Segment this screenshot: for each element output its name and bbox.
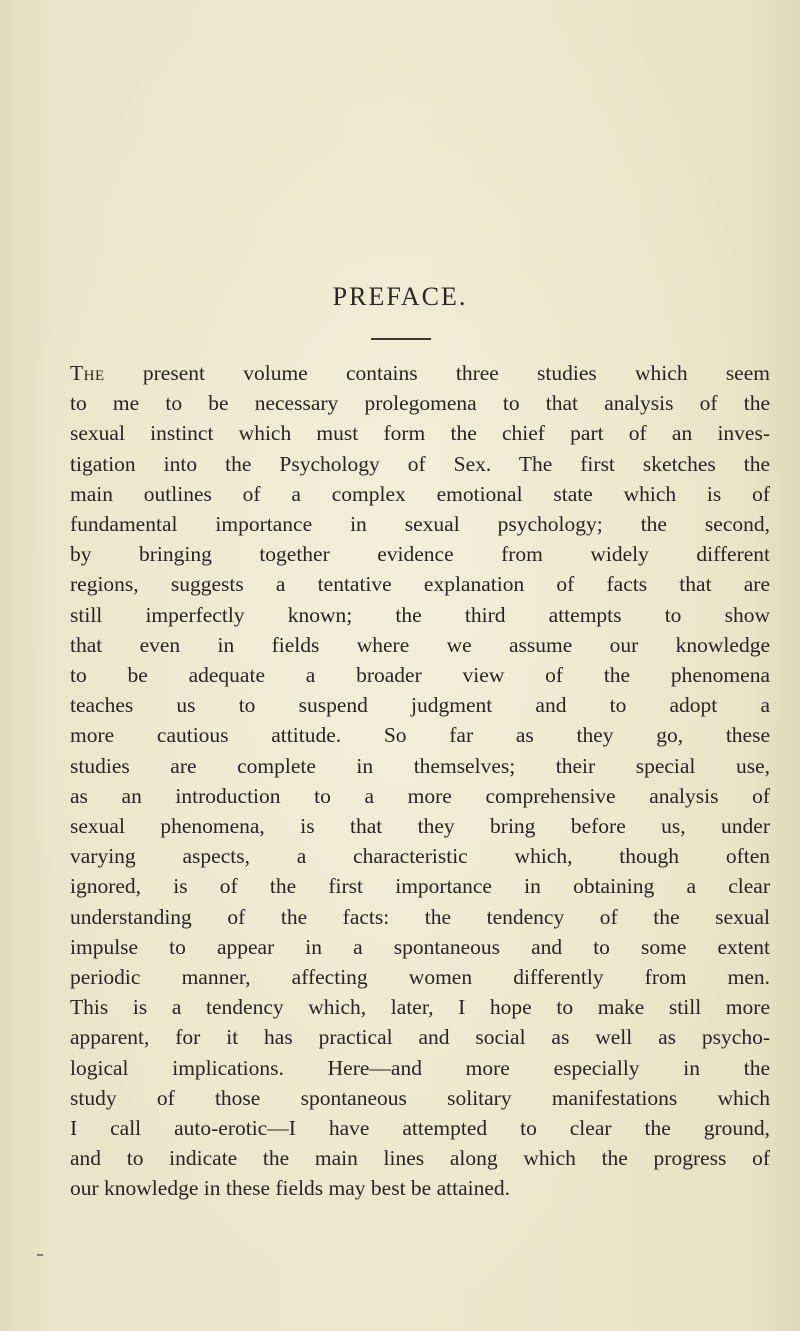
heading-rule: [371, 338, 431, 340]
text-line-21: periodic manner, affecting women differently from men.: [70, 965, 770, 990]
text-line-16: sexual phenomena, is that they bring before us, under: [70, 814, 770, 839]
text-line-10: that even in fields where we assume our knowledge: [70, 632, 770, 657]
text-line-2: to me to be necessary prolegomena to that analysis of the: [70, 391, 770, 416]
text-line-24: logical implications. Here—and more especially in the: [70, 1055, 770, 1080]
text-line-18: ignored, is of the first importance in obtaining a clear: [70, 874, 770, 899]
text-line-22: This is a tendency which, later, I hope to make still more: [70, 995, 770, 1020]
preface-paragraph: [70, 358, 770, 1204]
text-line-19: understanding of the facts: the tendency of the sexual: [70, 904, 770, 929]
text-line-20: impulse to appear in a spontaneous and to some extent: [70, 934, 770, 959]
text-line-28: our knowledge in these fields may best be attained.: [70, 1176, 511, 1201]
text-line-1: The present volume contains three studies which seem: [70, 361, 770, 385]
text-line-17: varying aspects, a characteristic which, though often: [70, 844, 770, 869]
text-line-4: tigation into the Psychology of Sex. The first sketches the: [70, 451, 770, 476]
text-line-23: apparent, for it has practical and social as well as psycho-: [70, 1025, 770, 1050]
text-line-13: more cautious attitude. So far as they go, these: [70, 723, 770, 748]
text-line-3: sexual instinct which must form the chief part of an inves-: [70, 421, 770, 446]
text-line-15: as an introduction to a more comprehensive analysis of: [70, 783, 770, 808]
first-word: The: [70, 361, 105, 385]
text-line-6: fundamental importance in sexual psychology; the second,: [70, 512, 770, 537]
text-line-11: to be adequate a broader view of the phenomena: [70, 663, 770, 688]
text-line-8: regions, suggests a tentative explanation of facts that are: [70, 572, 770, 597]
text-line-5: main outlines of a complex emotional state which is of: [70, 481, 770, 506]
text-line-12: teaches us to suspend judgment and to adopt a: [70, 693, 770, 718]
page-heading: PREFACE.: [332, 282, 468, 311]
margin-mark: [37, 1254, 43, 1256]
text-line-7: by bringing together evidence from widely different: [70, 542, 770, 567]
text-line-26: I call auto-erotic—I have attempted to clear the ground,: [70, 1116, 770, 1141]
text-line-9: still imperfectly known; the third attempts to show: [70, 602, 770, 627]
text-line-27: and to indicate the main lines along which the progress of: [70, 1146, 770, 1171]
text-line-25: study of those spontaneous solitary manifestations which: [70, 1085, 770, 1110]
text-line-14: studies are complete in themselves; their special use,: [70, 753, 770, 778]
